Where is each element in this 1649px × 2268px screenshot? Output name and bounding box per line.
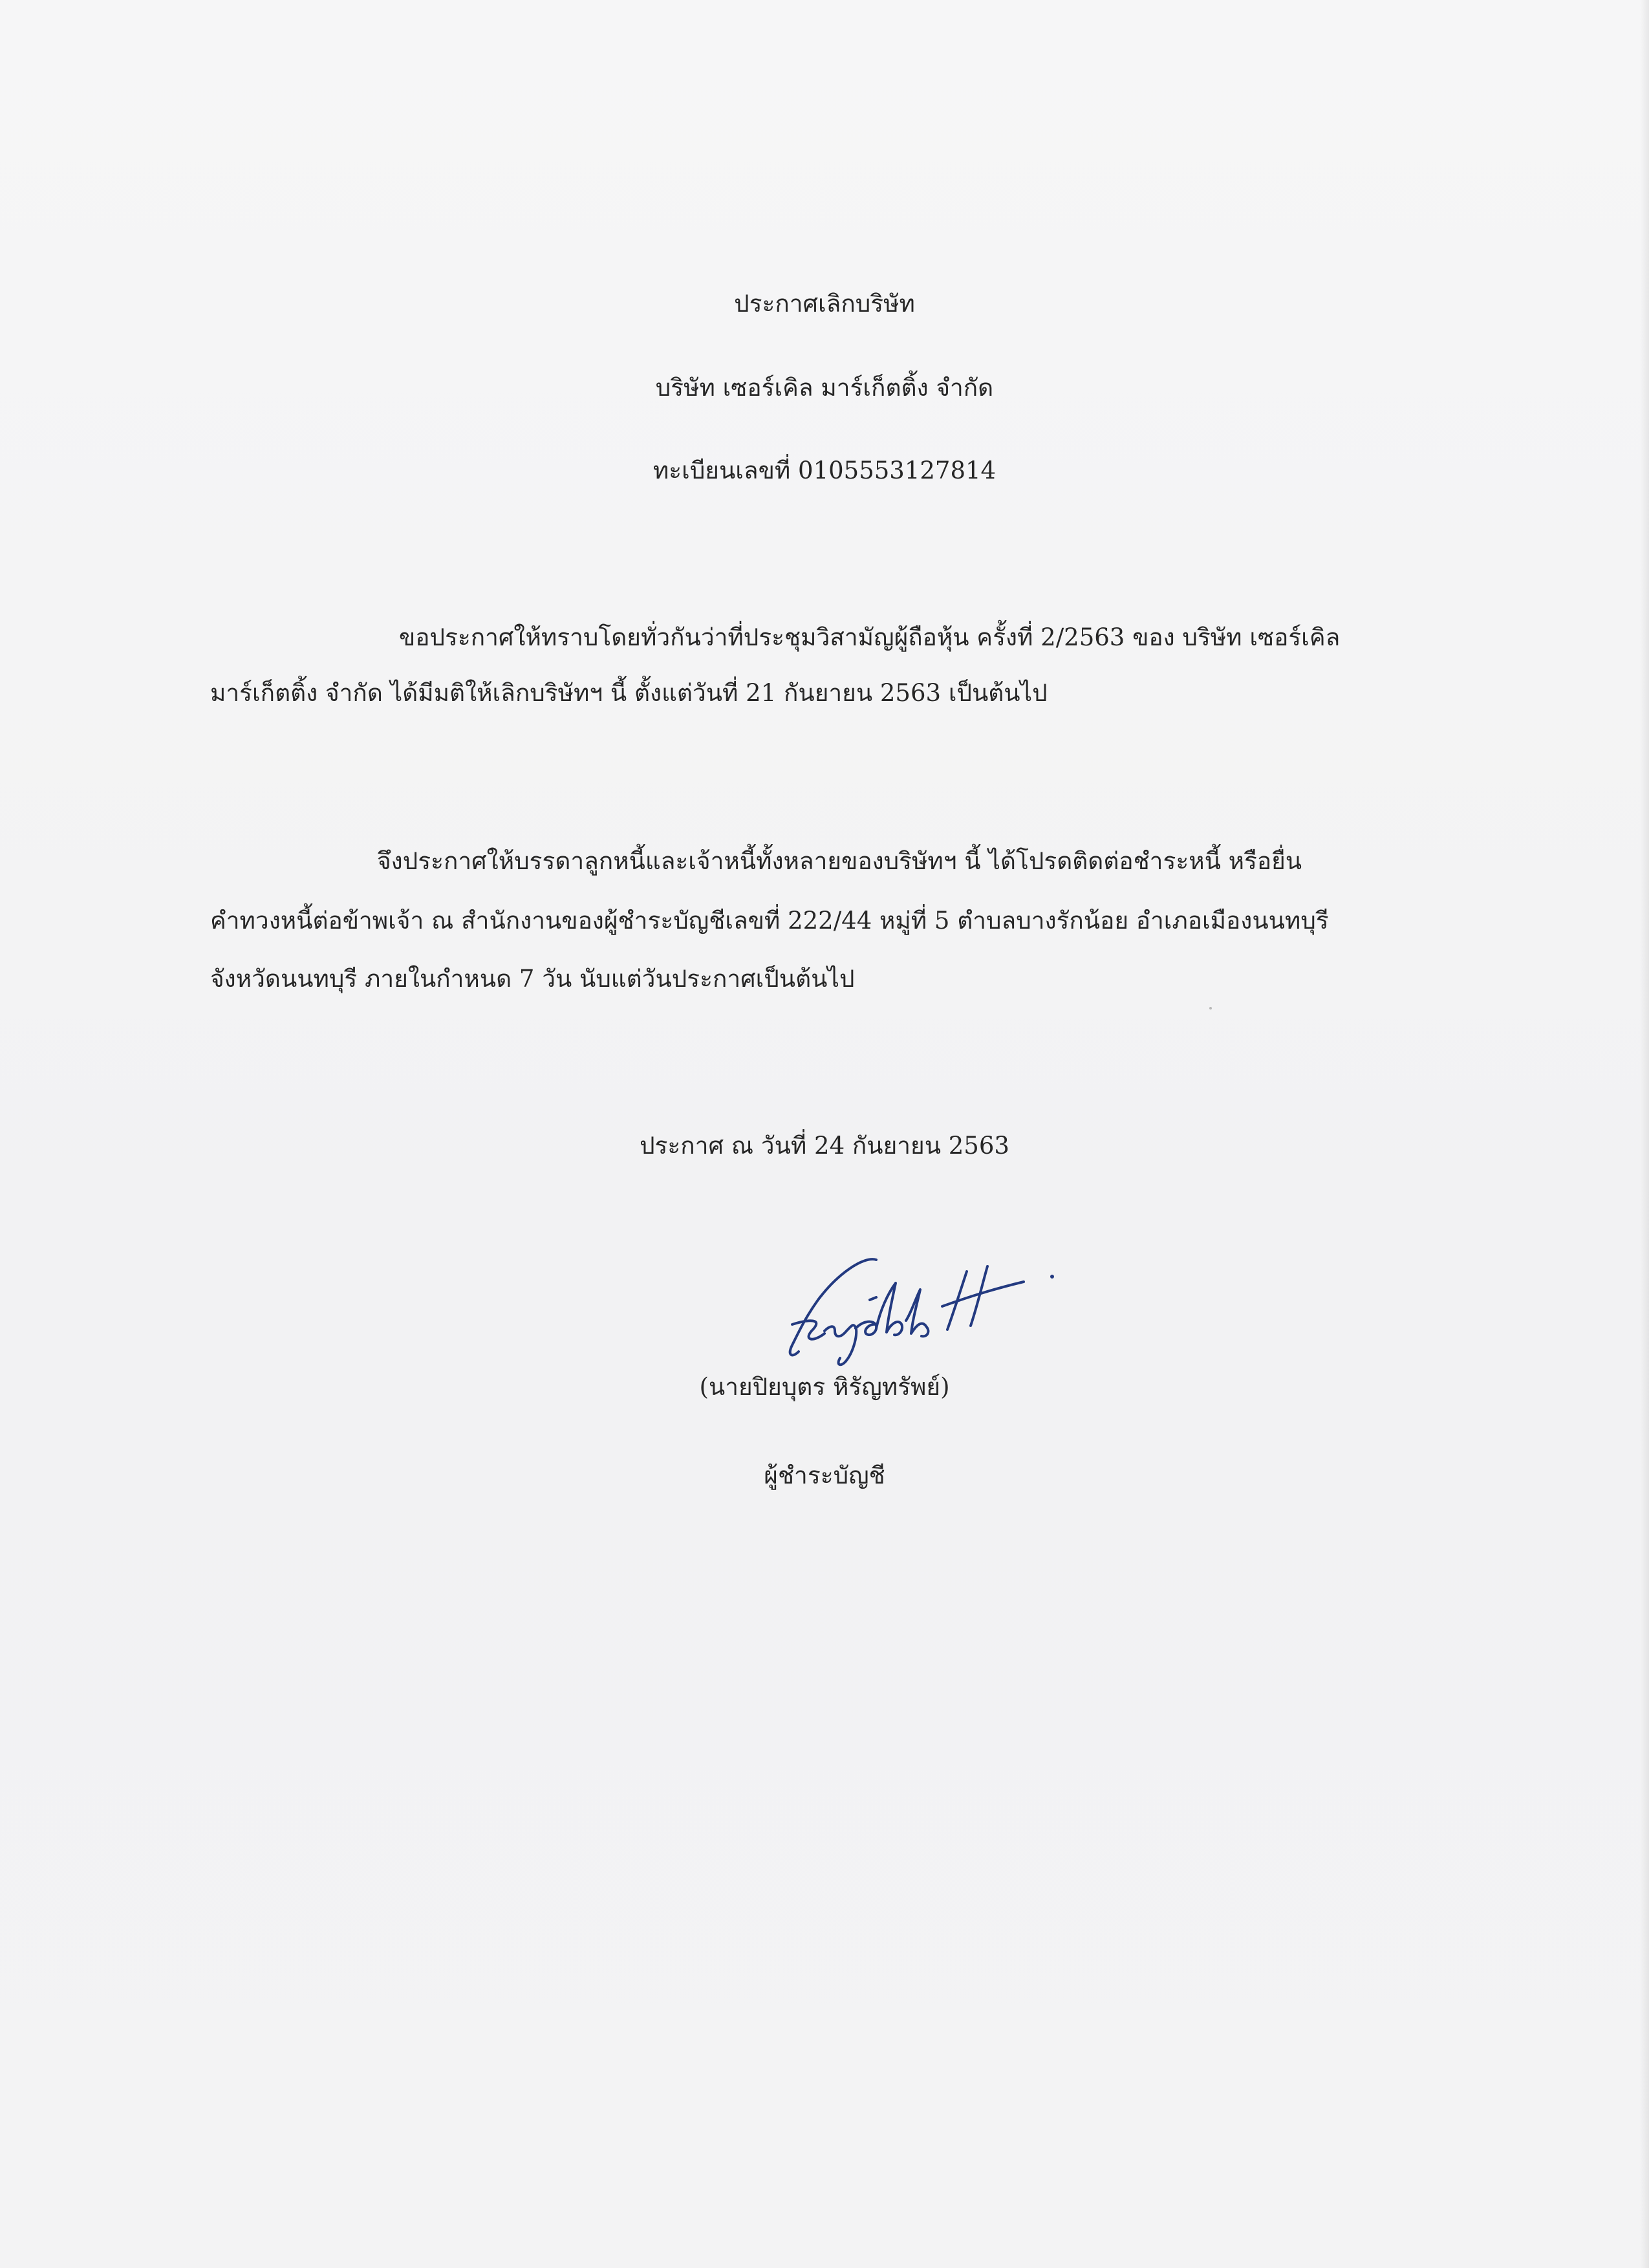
registration-number: ทะเบียนเลขที่ 0105553127814: [652, 457, 997, 484]
paragraph-2-line-1: จึงประกาศให้บรรดาลูกหนี้และเจ้าหนี้ทั้งหลายของบริษัทฯ นี้ ได้โปรดติดต่อชำระหนี้ หรือยื่น: [377, 847, 1302, 875]
signer-name: (นายปิยบุตร หิรัญทรัพย์): [699, 1373, 950, 1401]
notice-title: ประกาศเลิกบริษัท: [734, 290, 915, 318]
company-name: บริษัท เซอร์เคิล มาร์เก็ตติ้ง จำกัด: [655, 374, 994, 402]
paper-speck: [1209, 1007, 1212, 1010]
signer-title: ผู้ชำระบัญชี: [764, 1462, 885, 1489]
handwritten-signature: [773, 1248, 1070, 1371]
paragraph-1-line-2: มาร์เก็ตติ้ง จำกัด ได้มีมติให้เลิกบริษัทฯ นี้ ตั้งแต่วันที่ 21 กันยายน 2563 เป็นต้นไป: [210, 679, 1048, 707]
paragraph-2-line-3: จังหวัดนนทบุรี ภายในกำหนด 7 วัน นับแต่วันประกาศเป็นต้นไป: [210, 965, 855, 993]
announcement-date: ประกาศ ณ วันที่ 24 กันยายน 2563: [640, 1132, 1009, 1160]
paragraph-2-line-2: คำทวงหนี้ต่อข้าพเจ้า ณ สำนักงานของผู้ชำระบัญชีเลขที่ 222/44 หมู่ที่ 5 ตำบลบางรักน้อย อำเภอเมืองนนทบุรี: [210, 907, 1329, 934]
paragraph-1-line-1: ขอประกาศให้ทราบโดยทั่วกันว่าที่ประชุมวิสามัญผู้ถือหุ้น ครั้งที่ 2/2563 ของ บริษัท เซอร์เคิล: [399, 623, 1341, 651]
